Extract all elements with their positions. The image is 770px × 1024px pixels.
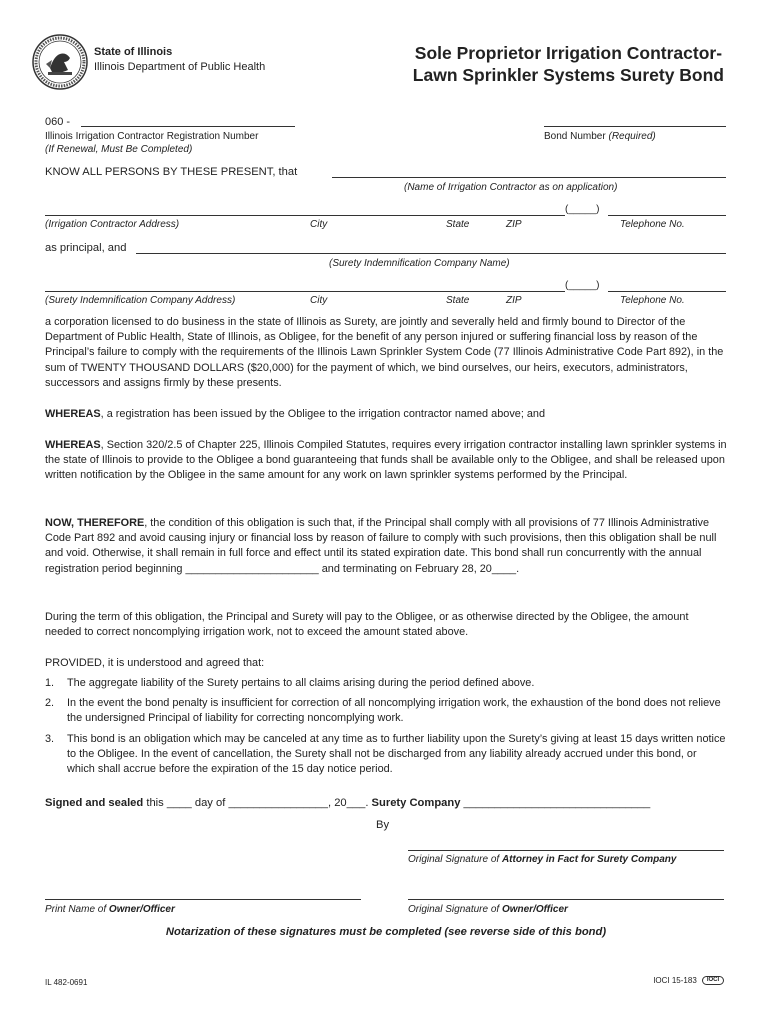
owner-signature-caption xyxy=(408,903,568,916)
surety-city-caption: City xyxy=(310,295,328,306)
owner-signature-field[interactable] xyxy=(408,899,724,900)
registration-number-field[interactable] xyxy=(81,126,295,127)
by-label: By xyxy=(376,819,390,831)
list-item-number: 1. xyxy=(45,677,55,689)
surety-phone-field[interactable] xyxy=(608,291,726,292)
registration-prefix: 060 - xyxy=(45,116,71,128)
list-item-text: In the event the bond penalty is insufficient for correction of all noncomplying irrigation work, the exhaustion of the bond does not relieve the undersigned Principal of liability for correcting noncomplying work. xyxy=(67,697,721,725)
know-all-persons-text: KNOW ALL PERSONS BY THESE PRESENT, that xyxy=(45,166,298,178)
print-name-field[interactable] xyxy=(45,899,361,900)
surety-company-lead: Surety Company xyxy=(371,797,461,809)
contractor-phone-field[interactable] xyxy=(608,215,726,216)
contractor-area-code[interactable]: (_____) xyxy=(565,204,600,215)
state-name: State of Illinois xyxy=(94,46,173,58)
attorney-signature-field[interactable] xyxy=(408,850,724,851)
surety-state-caption: State xyxy=(446,295,470,306)
surety-company-name-caption: (Surety Indemnification Company Name) xyxy=(329,258,510,269)
bond-number-required-note: (Required) xyxy=(608,131,656,142)
title-line-1: Sole Proprietor Irrigation Contractor- xyxy=(414,43,723,63)
surety-area-code[interactable]: (_____) xyxy=(565,280,600,291)
attorney-caption-bold: Attorney in Fact for Surety Company xyxy=(501,854,677,865)
print-caption-prefix: Print Name of xyxy=(45,904,109,915)
surety-company-blank[interactable]: ______________________________ xyxy=(460,797,651,809)
contractor-phone-caption: Telephone No. xyxy=(620,219,685,230)
surety-company-name-field[interactable] xyxy=(136,253,726,254)
department-name: Illinois Department of Public Health xyxy=(94,61,266,73)
provided-paragraph: PROVIDED, it is understood and agreed that: xyxy=(45,657,265,669)
surety-zip-caption: ZIP xyxy=(506,295,522,306)
list-item xyxy=(45,676,727,691)
list-item-text: This bond is an obligation which may be canceled at any time as to further liability upon the Surety’s giving at least 15 days written notice to the Obligee. In the event of cancellation, the Surety shall not be discharged from any liability already accrued under this bond, or which shall accrue before the expiration of the 15 day notice period. xyxy=(67,732,726,776)
contractor-city-caption: City xyxy=(310,219,328,230)
form-id: IL 482-0691 xyxy=(45,978,88,987)
form-title xyxy=(413,42,724,86)
list-item xyxy=(45,732,727,778)
now-therefore-text: , the condition of this obligation is such that, if the Principal shall comply with all provisions of 77 Illinois Administrative Code Part 892 and avoid causing injury or financial loss by reason of failure to comply with such provisions, then this obligation shall be null and void. Otherwise, it shall remain in full force and effect until its stated expiration date. This bond shall run concurrently with the annual registration period beginning ______________________ and terminating on February 28, 20____. xyxy=(45,517,717,575)
list-item-number: 3. xyxy=(45,732,55,745)
surety-address-caption: (Surety Indemnification Company Address) xyxy=(45,295,236,306)
owner-caption-prefix: Original Signature of xyxy=(408,904,502,915)
owner-caption-bold: Owner/Officer xyxy=(501,904,568,915)
title-line-2: Lawn Sprinkler Systems Surety Bond xyxy=(412,65,724,85)
as-principal-text: as principal, and xyxy=(45,242,127,254)
ioci-logo: IOCI xyxy=(702,976,724,985)
attorney-caption-prefix: Original Signature of xyxy=(408,854,502,865)
signed-and-sealed-line[interactable] xyxy=(45,796,650,811)
illinois-state-seal xyxy=(32,34,88,90)
print-name-caption xyxy=(45,903,175,916)
agency-block xyxy=(94,45,265,75)
whereas-registration-paragraph xyxy=(45,407,727,422)
list-item xyxy=(45,696,727,726)
whereas-lead-2: WHEREAS xyxy=(45,439,101,451)
during-term-paragraph: During the term of this obligation, the Principal and Surety will pay to the Obligee, or as otherwise directed by the Obligee, the amount needed to correct noncomplying irrigation work, not to exceed the amount stated above. xyxy=(45,611,689,639)
whereas-statute-paragraph xyxy=(45,438,727,484)
surety-phone-caption: Telephone No. xyxy=(620,295,685,306)
surety-address-field[interactable] xyxy=(45,291,565,292)
attorney-signature-caption xyxy=(408,853,676,866)
contractor-address-field[interactable] xyxy=(45,215,565,216)
now-therefore-paragraph xyxy=(45,516,727,577)
contractor-state-caption: State xyxy=(446,219,470,230)
whereas-text-2: , Section 320/2.5 of Chapter 225, Illinois Compiled Statutes, requires every irrigation contractor installing lawn sprinkler systems in the state of Illinois to provide to the Obligee a bond guaranteeing that funds shall be available only to the Obligee, and shall be released upon written notification by the Obligee in the same amount for any work on lawn sprinkler systems performed by the Principal. xyxy=(45,439,727,482)
notarization-notice: Notarization of these signatures must be completed (see reverse side of this bond) xyxy=(165,926,607,938)
contractor-zip-caption: ZIP xyxy=(506,219,522,230)
print-caption-bold: Owner/Officer xyxy=(108,904,175,915)
contractor-address-caption: (Irrigation Contractor Address) xyxy=(45,219,180,230)
contractor-name-caption: (Name of Irrigation Contractor as on application) xyxy=(404,182,618,193)
provisions-list xyxy=(45,676,727,777)
list-item-text: The aggregate liability of the Surety pertains to all claims arising during the period defined above. xyxy=(67,677,535,689)
bond-number-label xyxy=(544,130,656,143)
registration-renewal-note: (If Renewal, Must Be Completed) xyxy=(45,144,193,155)
ioci-code: IOCI 15-183 xyxy=(653,976,697,985)
signed-and-sealed-lead: Signed and sealed xyxy=(45,797,144,809)
signed-date-blanks[interactable]: this ____ day of ________________, 20___. xyxy=(143,797,372,809)
whereas-lead-1: WHEREAS xyxy=(45,408,101,420)
list-item-number: 2. xyxy=(45,697,55,710)
whereas-text-1: , a registration has been issued by the Obligee to the irrigation contractor named above; and xyxy=(100,408,546,420)
now-therefore-lead: NOW, THEREFORE xyxy=(45,517,145,529)
bond-number-label-text: Bond Number xyxy=(544,131,606,142)
bond-number-field[interactable] xyxy=(544,126,726,127)
contractor-name-field[interactable] xyxy=(332,177,726,178)
ioci-footer xyxy=(653,973,724,988)
obligation-paragraph: a corporation licensed to do business in the state of Illinois as Surety, are jointly and severally held and firmly bound to Director of the Department of Public Health, State of Illinois, as Obligee, for the benefit of any person injured or suffering financial loss by reason of the Principal’s failure to comply with the requirements of the Illinois Lawn Sprinkler System Code (77 Illinois Administrative Code Part 892), in the sum of TWENTY THOUSAND DOLLARS ($20,000) for the payment of which, we bind ourselves, our heirs, executors, administrators, successors and assigns firmly by these presents. xyxy=(45,316,724,389)
registration-number-label: Illinois Irrigation Contractor Registration Number xyxy=(45,131,259,142)
